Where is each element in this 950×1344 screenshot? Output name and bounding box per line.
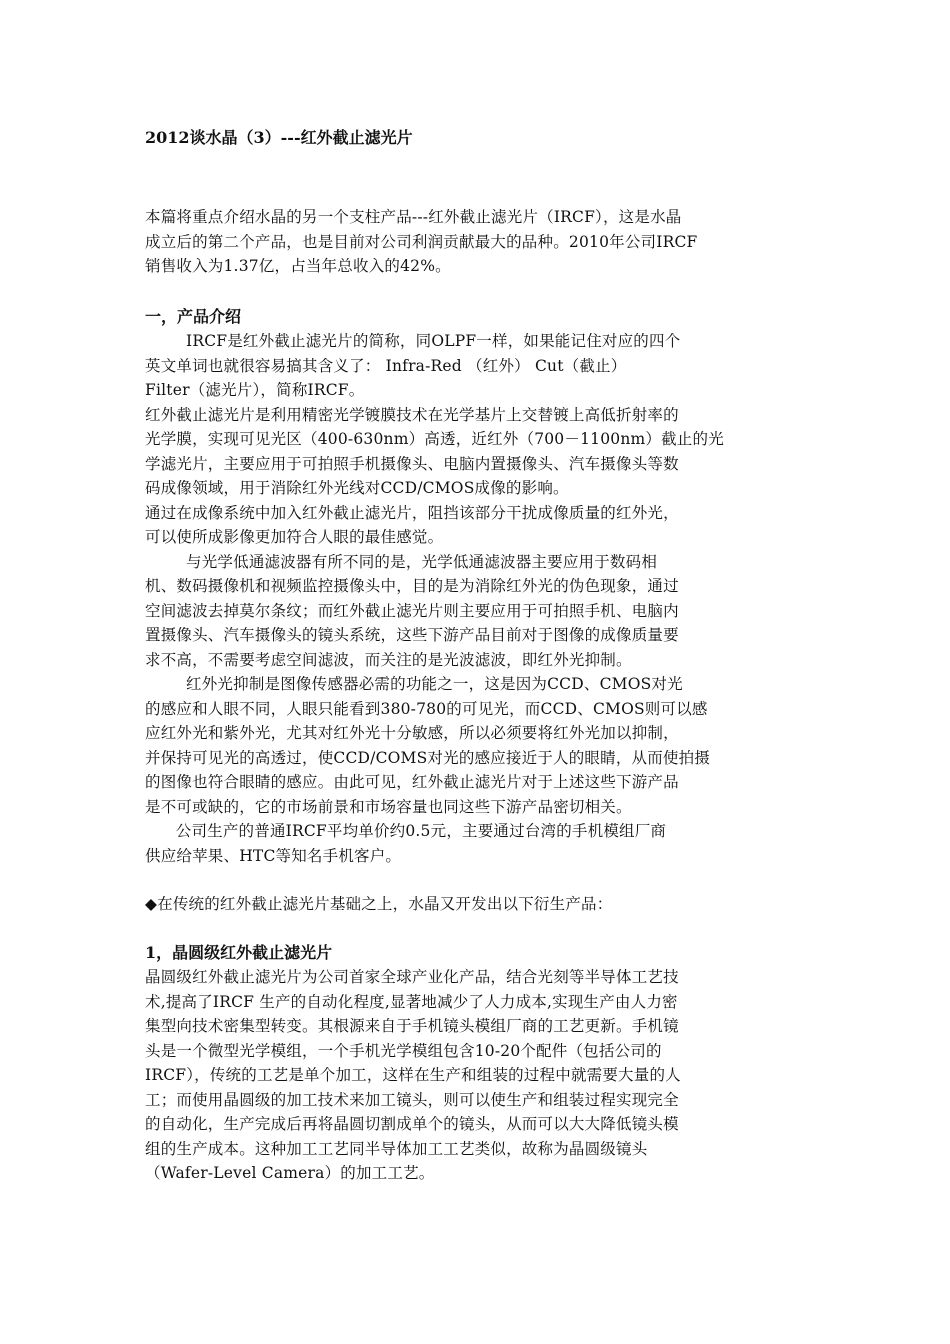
paragraph-olpf-comparison [145, 550, 810, 673]
paragraph-wafer-level-ircf [145, 965, 810, 1186]
text-line: 空间滤波去掉莫尔条纹；而红外截止滤光片则主要应用于可拍照手机、电脑内 [145, 601, 679, 620]
text-line: 成立后的第二个产品，也是目前对公司利润贡献最大的品种。2010年公司IRCF [145, 232, 698, 251]
document-title: 2012谈水晶（3）---红外截止滤光片 [145, 128, 413, 147]
text-line: IRCF是红外截止滤光片的简称，同OLPF一样，如果能记住对应的四个 [145, 332, 681, 350]
text-line: 集型向技术密集型转变。其根源来自于手机镜头模组厂商的工艺更新。手机镜 [145, 1017, 679, 1035]
section-heading-product-intro: 一，产品介绍 [145, 306, 242, 326]
text-line: 光学膜，实现可见光区（400-630nm）高透，近红外（700－1100nm）截止的光 [145, 430, 724, 448]
text-line: 的感应和人眼不同，人眼只能看到380-780的可见光，而CCD、CMOS则可以感 [145, 699, 708, 718]
text-line: 头是一个微型光学模组，一个手机光学模组包含10-20个配件（包括公司的 [145, 1041, 662, 1060]
text-line: 工；而使用晶圆级的加工技术来加工镜头，则可以使生产和组装过程实现完全 [145, 1090, 679, 1109]
text-line: 红外截止滤光片是利用精密光学镀膜技术在光学基片上交替镀上高低折射率的 [145, 405, 679, 424]
text-line: 是不可或缺的，它的市场前景和市场容量也同这些下游产品密切相关。 [145, 797, 632, 816]
text-line: 并保持可见光的高透过，使CCD/COMS对光的感应接近于人的眼睛，从而使拍摄 [145, 748, 711, 767]
paragraph-pricing-customers [145, 819, 810, 868]
text-line: 学滤光片，主要应用于可拍照手机摄像头、电脑内置摄像头、汽车摄像头等数 [145, 454, 679, 473]
text-line: 术,提高了IRCF 生产的自动化程度,显著地减少了人力成本,实现生产由人力密 [145, 992, 678, 1011]
text-line: 可以使所成影像更加符合人眼的最佳感觉。 [145, 528, 444, 546]
text-line: 与光学低通滤波器有所不同的是，光学低通滤波器主要应用于数码相 [145, 552, 658, 571]
text-line: IRCF），传统的工艺是单个加工，这样在生产和组装的过程中就需要大量的人 [145, 1066, 681, 1084]
subsection-heading-wafer-level-ircf: 1，晶圆级红外截止滤光片 [145, 942, 333, 962]
text-line: ◆在传统的红外截止滤光片基础之上，水晶又开发出以下衍生产品： [145, 895, 613, 913]
paragraph-ircf-technology [145, 403, 810, 501]
text-line: 置摄像头、汽车摄像头的镜头系统，这些下游产品目前对于图像的成像质量要 [145, 626, 679, 644]
text-line: 本篇将重点介绍水晶的另一个支柱产品---红外截止滤光片（IRCF），这是水晶 [145, 208, 682, 226]
text-line: Filter（滤光片），简称IRCF。 [145, 381, 365, 399]
text-line: 的自动化，生产完成后再将晶圆切割成单个的镜头，从而可以大大降低镜头模 [145, 1115, 679, 1133]
text-line: 求不高，不需要考虑空间滤波，而关注的是光波滤波，即红外光抑制。 [145, 650, 632, 669]
text-line: （Wafer-Level Camera）的加工工艺。 [145, 1164, 435, 1182]
text-line: 供应给苹果、HTC等知名手机客户。 [145, 846, 402, 865]
text-line: 红外光抑制是图像传感器必需的功能之一，这是因为CCD、CMOS对光 [145, 675, 683, 693]
text-line: 码成像领域，用于消除红外光线对CCD/CMOS成像的影响。 [145, 479, 569, 497]
paragraph-ircf-definition [145, 329, 810, 403]
text-line: 通过在成像系统中加入红外截止滤光片，阻挡该部分干扰成像质量的红外光， [145, 503, 679, 522]
text-line: 公司生产的普通IRCF平均单价约0.5元，主要通过台湾的手机模组厂商 [145, 822, 667, 840]
paragraph-imaging-system [145, 501, 810, 550]
text-line: 应红外光和紫外光，尤其对红外光十分敏感，所以必须要将红外光加以抑制， [145, 724, 679, 742]
paragraph-infrared-suppression [145, 672, 810, 819]
text-line: 晶圆级红外截止滤光片为公司首家全球产业化产品，结合光刻等半导体工艺技 [145, 968, 679, 986]
text-line: 销售收入为1.37亿，占当年总收入的42%。 [145, 257, 451, 275]
text-line: 组的生产成本。这种加工工艺同半导体加工工艺类似，故称为晶圆级镜头 [145, 1139, 648, 1158]
text-line: 机、数码摄像机和视频监控摄像头中，目的是为消除红外光的伪色现象，通过 [145, 577, 679, 595]
derived-products-intro [145, 892, 810, 917]
text-line: 的图像也符合眼睛的感应。由此可见，红外截止滤光片对于上述这些下游产品 [145, 773, 679, 791]
document-page [145, 126, 810, 1186]
text-line: 英文单词也就很容易搞其含义了： Infra-Red （红外） Cut（截止） [145, 356, 627, 375]
intro-paragraph [145, 205, 810, 279]
